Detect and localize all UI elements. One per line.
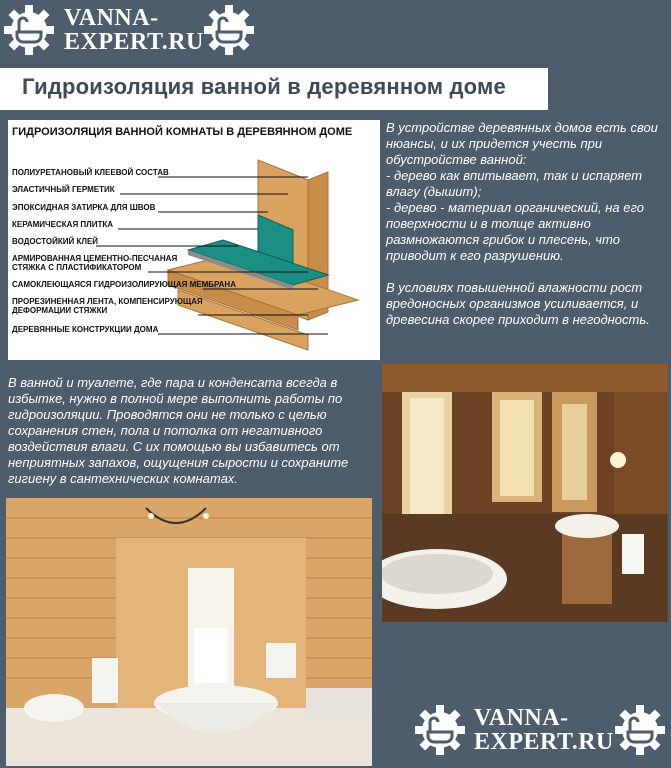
diagram-label: ЭПОКСИДНАЯ ЗАТИРКА ДЛЯ ШВОВ <box>12 203 156 212</box>
diagram-label: ДЕРЕВЯННЫЕ КОНСТРУКЦИИ ДОМА <box>12 325 159 334</box>
diagram-label: КЕРАМИЧЕСКАЯ ПЛИТКА <box>12 220 114 229</box>
brand-line1: VANNA- <box>474 705 569 731</box>
diagram-title: ГИДРОИЗОЛЯЦИЯ ВАННОЙ КОМНАТЫ В ДЕРЕВЯННОМ ДОМЕ <box>12 126 353 138</box>
gear-logo-icon <box>3 4 55 56</box>
point-breathing: - дерево как впитывает, так и испаряет влагу (дышит); <box>386 168 643 199</box>
humidity-paragraph: В условиях повышенной влажности рост вредоносных организмов усиливается, и древесина скорее приходит в негодность. <box>386 280 650 327</box>
diagram-label: АРМИРОВАННАЯ ЦЕМЕНТНО-ПЕСЧАНАЯ <box>12 254 178 263</box>
gear-logo-icon <box>203 4 255 56</box>
waterproofing-paragraph: В ванной и туалете, где пара и конденсата всегда в избытке, нужно в полной мере выполнить работы по гидроизоляции. Проводятся они не только с целью сохранения стен, пола и потолка от негативного воздействия влаги. С их помощью вы избавитесь от неприятных запахов, ощущения сырости и сохраните гигиену в сантехнических комнатах. <box>8 375 349 486</box>
diagram-label: ПОЛИУРЕТАНОВЫЙ КЛЕЕВОЙ СОСТАВ <box>12 168 169 177</box>
brand-line2: EXPERT.RU <box>474 729 614 755</box>
diagram-label: САМОКЛЕЮЩАЯСЯ ГИДРОИЗОЛИРУЮЩАЯ МЕМБРАНА <box>12 280 236 289</box>
diagram-label: ДЕФОРМАЦИИ СТЯЖКИ <box>12 306 108 315</box>
diagram-label: ПРОРЕЗИНЕННАЯ ЛЕНТА, КОМПЕНСИРУЮЩАЯ <box>12 297 203 306</box>
waterproofing-diagram <box>8 120 380 360</box>
diagram-label: ВОДОСТОЙКИЙ КЛЕЙ <box>12 237 99 246</box>
intro-text-block <box>386 120 666 328</box>
diagram-label: СТЯЖКА С ПЛАСТИФИКАТОРОМ <box>12 263 142 272</box>
brand-logo-text <box>64 6 204 54</box>
gear-logo-icon <box>614 704 666 756</box>
point-organic: - дерево - материал органический, на его поверхности и в толще активно размножаются грибок и плесень, что приводит к его разрушению. <box>386 200 644 263</box>
brand-logo-text-bottom <box>474 706 614 754</box>
page-title: Гидроизоляция ванной в деревянном доме <box>22 74 506 99</box>
title-bar <box>0 68 548 110</box>
intro-paragraph: В устройстве деревянных домов есть свои нюансы, и их придется учесть при обустройстве ванной: <box>386 120 658 167</box>
bathroom-photo-bottom <box>6 498 372 766</box>
waterproofing-text-block <box>8 375 370 487</box>
diagram-label: ЭЛАСТИЧНЫЙ ГЕРМЕТИК <box>12 185 115 194</box>
bathroom-photo-right <box>382 364 668 622</box>
brand-line2: EXPERT.RU <box>64 29 204 55</box>
brand-line1: VANNA- <box>64 5 159 31</box>
gear-logo-icon <box>414 704 466 756</box>
diagram-leader-lines <box>8 120 380 360</box>
